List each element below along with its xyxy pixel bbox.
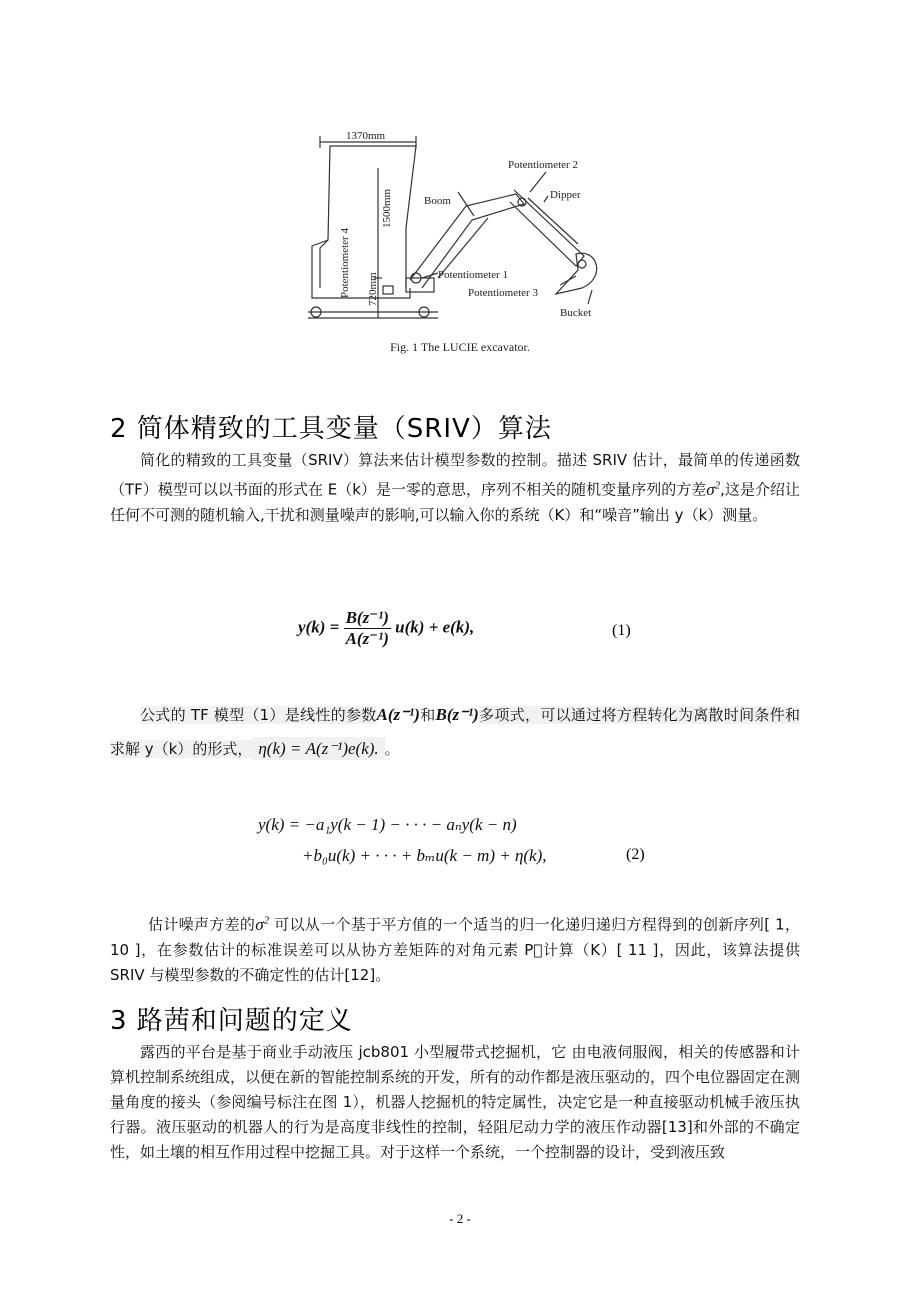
- para2-A-poly: A(z⁻¹): [376, 705, 420, 724]
- para2-B-poly: B(z⁻¹): [435, 705, 479, 724]
- dim-height-label: 1500mm: [381, 188, 393, 228]
- section-2-paragraph-1: [110, 448, 800, 528]
- bucket-label: Bucket: [560, 307, 592, 319]
- para2-text-b: 多项式，可以通过将方程转化为离散时间条件和求解 y（k）的形式，: [110, 706, 800, 758]
- sigma-symbol: $\sigma^2$: [706, 479, 721, 499]
- sigma-symbol-2: $\sigma^2$: [255, 914, 270, 934]
- cab-outline: [320, 146, 416, 288]
- dim-width-label: 1370mm: [346, 130, 386, 142]
- section-3-paragraph: 露西的平台是基于商业手动液压 jcb801 小型履带式挖掘机，它 由电液伺服阀，相关的传感器和计算机控制系统组成，以便在新的智能控制系统的开发，所有的动作都是液压驱动的，四个电位器固定在测量角度的接头（参阅编号标注在图 1），机器人挖掘机的特定属性，决定它是一种直接驱动机械手液压执行器。液压驱动的机器人的行为是高度非线性的控制，轻阻尼动力学的液压作动器[13]和外部的不确定性，如土壤的相互作用过程中挖掘工具。对于这样一个系统，一个控制器的设计，受到液压致: [110, 1043, 801, 1161]
- section-2-paragraph-2: 公式的 TF 模型（1）是线性的参数A(z⁻¹)和B(z⁻¹)多项式，可以通过将方程转化为离散时间条件和求解 y（k）的形式， η(k) = A(z⁻¹)e(k). 。: [110, 705, 800, 758]
- para1-text-a: 简化的精致的工具变量（SRIV）算法来估计模型参数的控制。描述 SRIV 估计，最简单的传递函数（TF）模型可以以书面的形式在 E（k）是一零的意思，序列不相关的随机变量序列的方差: [110, 451, 800, 499]
- figure-caption: Fig. 1 The LUCIE excavator.: [390, 340, 530, 354]
- equation-2-line-2: +b₀u(k) + · · · + bₘu(k − m) + η(k),: [302, 846, 547, 865]
- dim-base-label: 720mm: [367, 272, 379, 306]
- pot2-label: Potentiometer 2: [508, 159, 578, 171]
- para2-text-a: 公式的 TF 模型（1）是线性的参数: [140, 706, 377, 724]
- pot4-label: Potentiometer 4: [339, 228, 351, 298]
- dipper-label: Dipper: [550, 189, 581, 201]
- bucket-shape: [556, 253, 597, 294]
- para3-text-b: 可以从一个基于平方值的一个适当的归一化递归递归方程得到的创新序列[ 1，10 ]，在参数估计的标准误差可以从协方差矩阵的对角元素 P 计算（K）[ 11 ]，因此，该算法提供 SRIV 与模型参数的不确定性的估计[12]。: [110, 915, 800, 984]
- equation-1: y(k) = $\frac{\text{B(z⁻¹)}}{\text{A(z⁻¹)}}$ u(k) + e(k),: [298, 608, 475, 648]
- dipper-line: [510, 190, 584, 266]
- eta-equation: η(k) = A(z⁻¹)e(k).: [252, 737, 384, 760]
- pot3-label: Potentiometer 3: [468, 287, 538, 299]
- para3-text-a: 估计噪声方差的: [148, 915, 256, 934]
- pot1-label: Potentiometer 1: [438, 269, 508, 281]
- para1-text-b: ,这是介绍让任何不可测的随机输入,干扰和测量噪声的影响,可以输入你的系统（K）和“噪音”输出 y（k）测量。: [110, 480, 800, 524]
- boom-label: Boom: [424, 195, 451, 207]
- page-number: - 2 -: [449, 1211, 471, 1226]
- section-3-heading: 3 路茜和问题的定义: [110, 1006, 353, 1036]
- equation-1-number: (1): [612, 622, 631, 639]
- section-2-paragraph-3: [110, 908, 800, 988]
- equation-2-line-1: y(k) = −a₁y(k − 1) − · · · − aₙy(k − n): [258, 815, 517, 834]
- excavator-figure: [298, 128, 618, 328]
- equation-2-number: (2): [626, 846, 645, 863]
- section-2-heading: 2 简体精致的工具变量（SRIV）算法: [110, 414, 552, 444]
